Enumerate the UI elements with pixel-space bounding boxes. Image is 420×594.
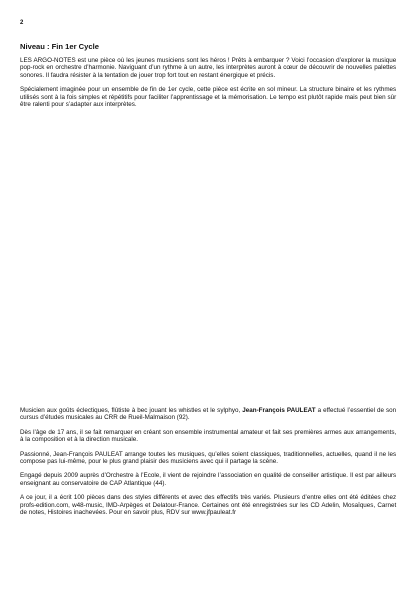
page-number: 2 xyxy=(20,20,24,26)
piece-description xyxy=(20,57,400,115)
biography-paragraph-3: Passionné, Jean-François PAULEAT arrange toutes les musiques, qu’elles soient classiques, traditionnelles, actuelles, quand il ne les compose pas lui-même, pour le plus grand plaisir des musiciens avec qui il partage la scène. xyxy=(20,450,397,466)
description-paragraph-1: LES ARGO-NOTES est une pièce où les jeunes musiciens sont les héros ! Prêts à embarquer ? Voici l’occasion d’explorer la musique pop-rock en orchestre d’harmonie. Naviguant d’un rythme à un autre, les interprètes auront à cœur de découvrir de nouvelles palettes sonores. Il faudra résister à la tentation de jouer trop fort tout en restant énergique et précis. xyxy=(20,57,397,79)
description-paragraph-2: Spécialement imaginée pour un ensemble de fin de 1er cycle, cette pièce est écrite en sol mineur. La structure binaire et les rythmes utilisés sont à la fois simples et répétitifs pour faciliter l’apprentissage et la mémorisation. Le tempo est plutôt rapide mais peut bien sûr être ralenti pour s’adapter aux interprètes. xyxy=(20,86,397,109)
biography-paragraph-2: Dès l’âge de 17 ans, il se fait remarquer en créant son ensemble instrumental amateur et fait ses premières armes aux arrangements, à la composition et à la direction musicale. xyxy=(20,428,397,444)
biography-intro-text: Musicien aux goûts éclectiques, flûtiste à bec jouant les whistles et le sylphyo, xyxy=(20,407,243,414)
level-heading: Niveau : Fin 1er Cycle xyxy=(20,42,99,51)
biography-paragraph-1 xyxy=(20,407,396,422)
biography-paragraph-5: A ce jour, il a écrit 100 pièces dans des styles différents et avec des effectifs très variés. Plusieurs d’entre elles ont été éditées chez profs-edition.com, w48-music, IMD-Arpèges et Delatour-France. Certaines ont été enregistrées sur les CD Adelin, Mosaïques, Carnet de notes, Histoires inachevées. Pour en savoir plus, RDV sur www.jfpauleat.fr xyxy=(20,494,397,517)
biography-paragraph-4: Engagé depuis 2009 auprès d’Orchestre à l’Ecole, il vient de rejoindre l’association en qualité de conseiller artistique. Il est par ailleurs enseignant au conservatoire de CAP Atlantique (44). xyxy=(20,472,397,487)
composer-biography xyxy=(20,407,400,523)
composer-name: Jean-François PAULEAT xyxy=(242,407,316,414)
biography-intro-continuation: a effectué l’essentiel de son cursus d’études musicales au CRR de Rueil-Malmaison (92). xyxy=(20,407,397,422)
